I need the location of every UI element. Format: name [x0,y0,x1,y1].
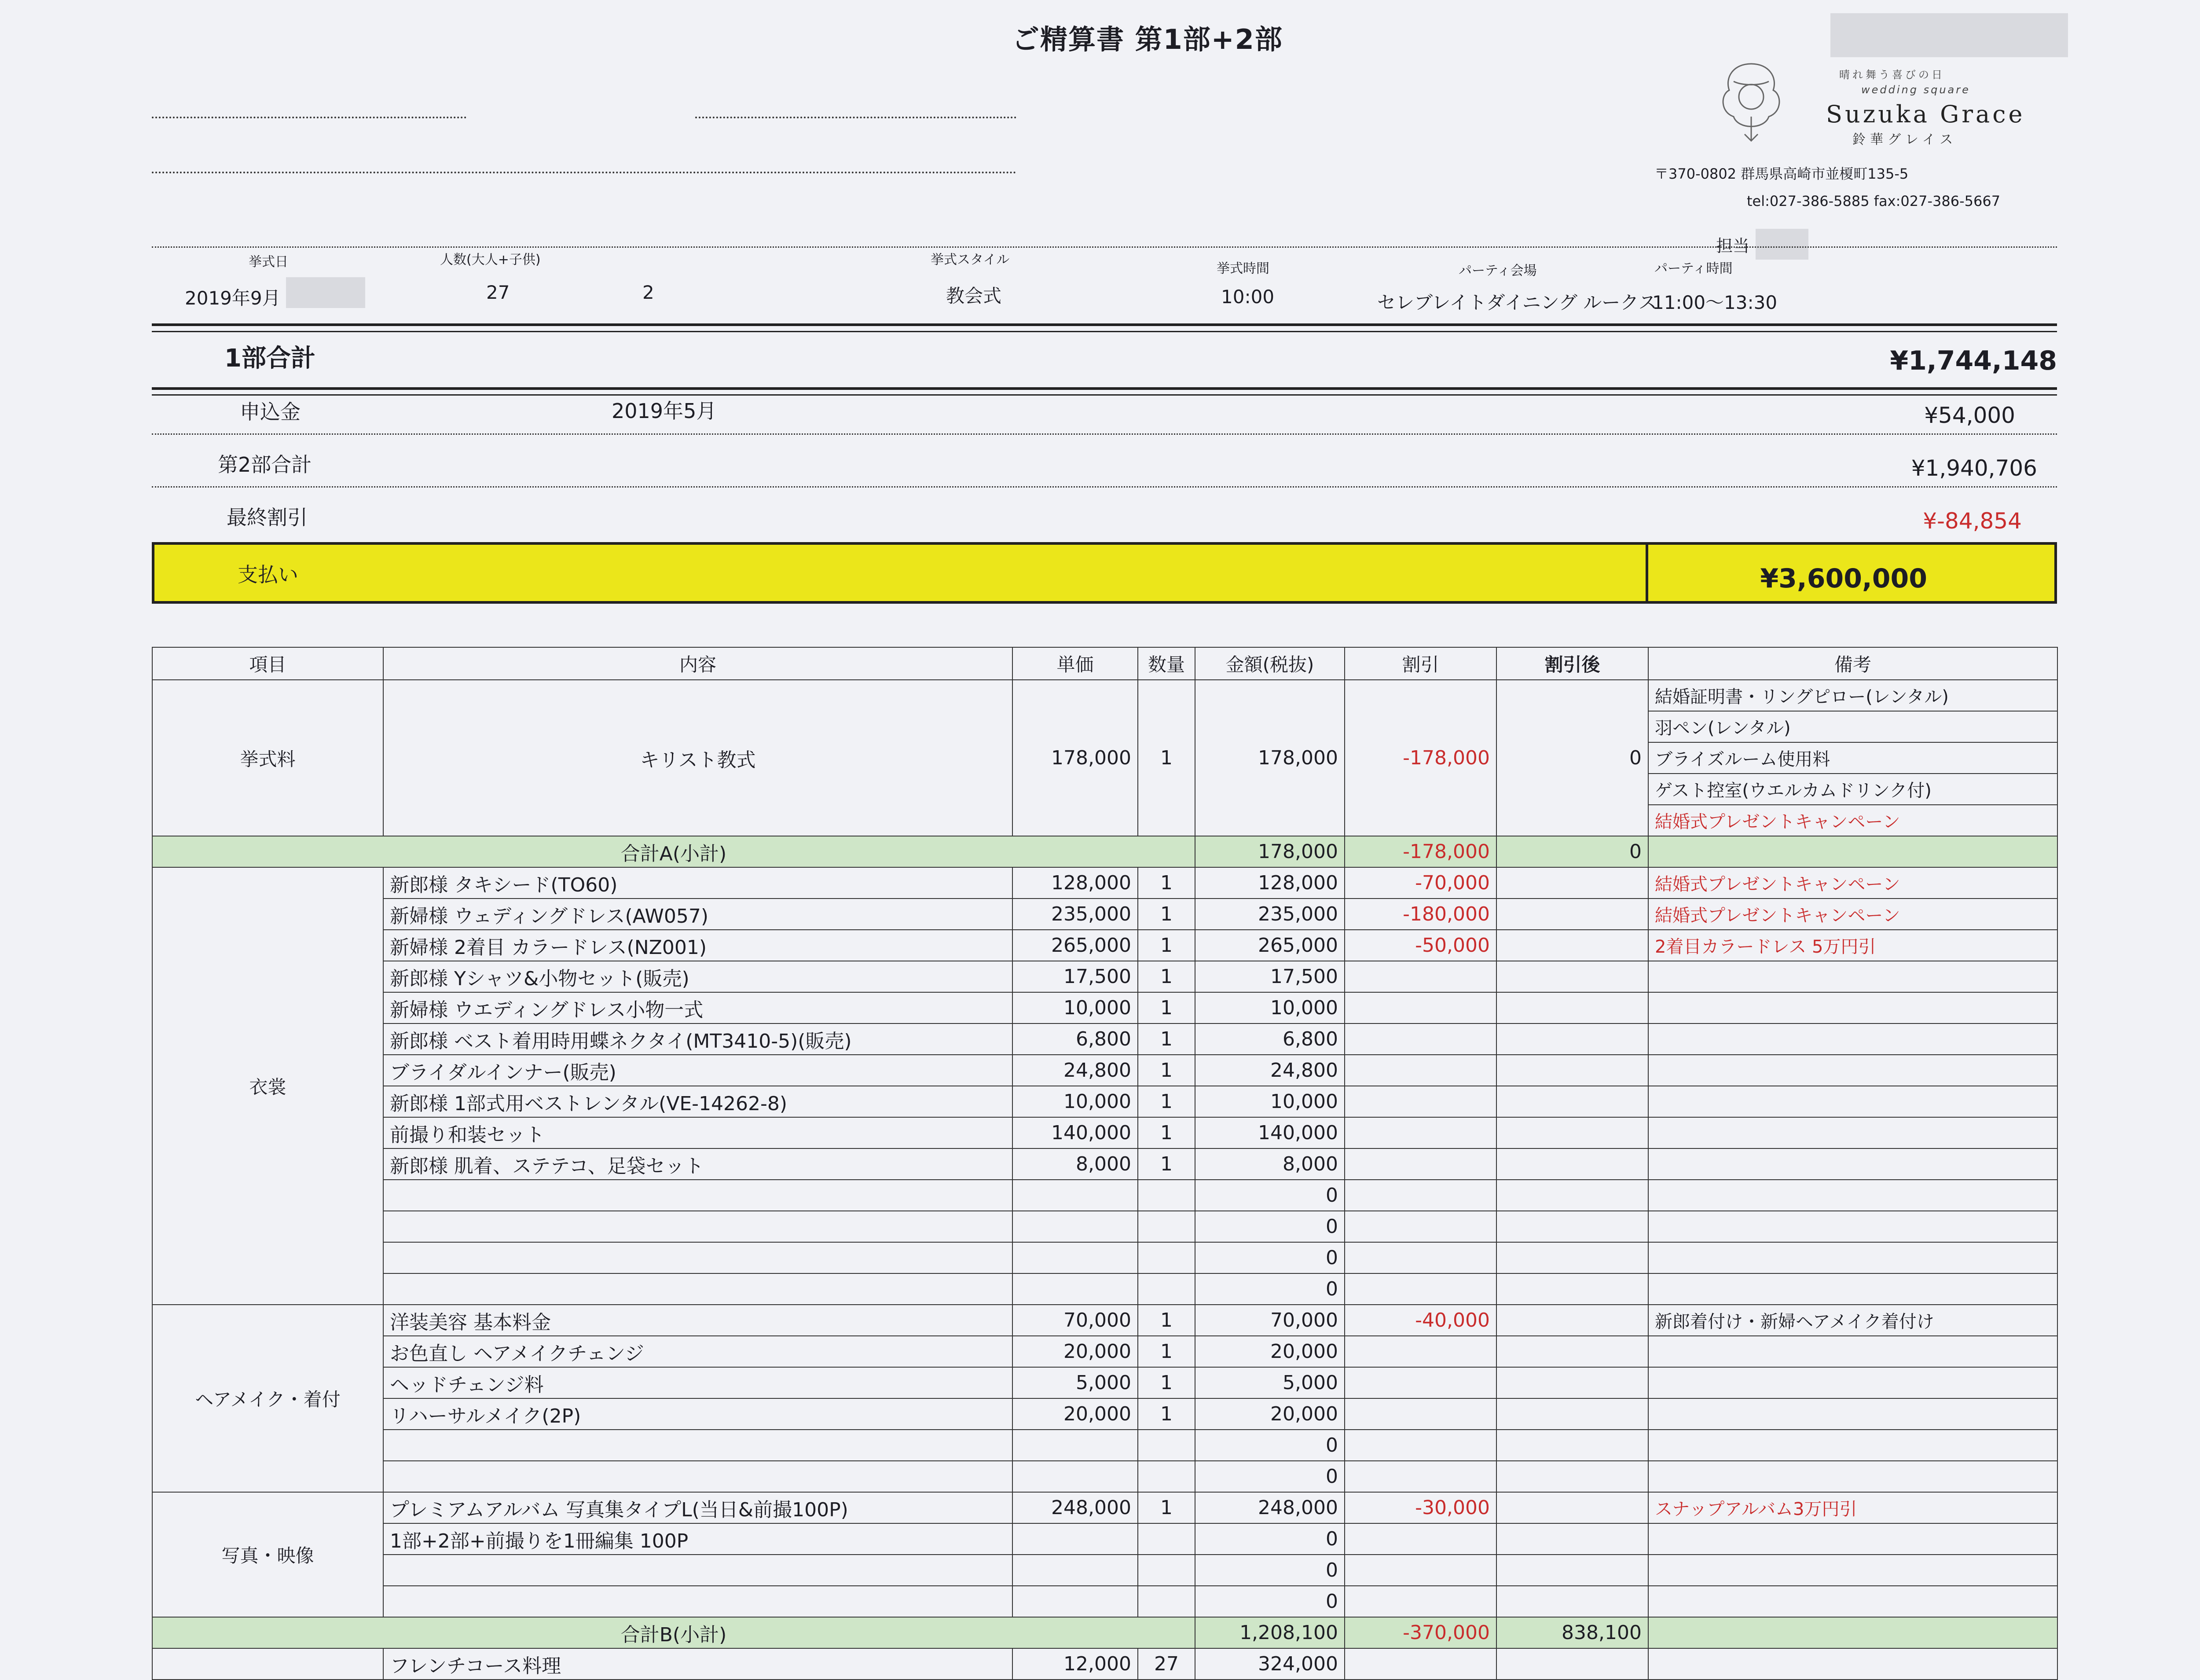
signature-line [695,117,1016,118]
hair-quantity: 1 [1138,1336,1195,1367]
photo-unit-price [1012,1586,1138,1617]
costume-quantity: 1 [1138,867,1195,899]
photo-item: プレミアムアルバム 写真集タイプL(当日&前撮100P) [383,1492,1012,1523]
ceremony-note: 結婚式プレゼントキャンペーン [1648,805,2057,836]
hair-after-discount [1496,1305,1648,1336]
table-row [152,992,2057,1023]
ceremony-date: 2019年9月 [185,287,281,309]
food-discount [1345,1648,1496,1680]
table-row [152,1305,2057,1336]
food-after [1496,1648,1648,1680]
photo-item: 1部+2部+前撮りを1冊編集 100P [383,1523,1012,1555]
time-label: 挙式時間 [1217,261,1269,276]
hair-note [1648,1336,2057,1367]
col-header-amount: 金額(税抜) [1195,647,1345,680]
col-header-quantity: 数量 [1138,647,1195,680]
hair-unit-price: 5,000 [1012,1367,1138,1398]
costume-after-discount [1496,867,1648,899]
costume-discount: -70,000 [1345,867,1496,899]
ceremony-note: 結婚証明書・リングピロー(レンタル) [1648,680,2057,711]
costume-item [383,1273,1012,1305]
costume-note [1648,1211,2057,1242]
costume-amount: 140,000 [1195,1117,1345,1148]
summary-dotted-rule [152,486,2057,488]
costume-note [1648,1023,2057,1055]
photo-after-discount [1496,1555,1648,1586]
hair-note [1648,1461,2057,1492]
costume-item: 新婦様 ウエディングドレス小物一式 [383,992,1012,1023]
subtotal-b-label: 合計B(小計) [152,1617,1195,1648]
costume-discount [1345,1148,1496,1180]
food-amount: 324,000 [1195,1648,1345,1680]
ceremony-note: ブライズルーム使用料 [1648,742,2057,774]
ceremony-item: キリスト教式 [383,680,1012,836]
table-row [152,680,2057,711]
date-label: 挙式日 [249,254,288,270]
photo-unit-price [1012,1523,1138,1555]
staff-label: 担当 [1716,236,1750,256]
costume-item: 新郎様 ベスト着用時用蝶ネクタイ(MT3410-5)(販売) [383,1023,1012,1055]
costume-item: 新郎様 Yシャツ&小物セット(販売) [383,961,1012,992]
photo-unit-price: 248,000 [1012,1492,1138,1523]
brand-name-kana: 鈴華グレイス [1852,132,1958,147]
table-row [152,1117,2057,1148]
costume-note [1648,1055,2057,1086]
costume-amount: 17,500 [1195,961,1345,992]
costume-unit-price: 140,000 [1012,1117,1138,1148]
costume-discount [1345,1180,1496,1211]
costume-note [1648,1117,2057,1148]
costume-after-discount [1496,1055,1648,1086]
subtotal-b-row [152,1617,2057,1648]
subtotal-a-amount: 178,000 [1195,836,1345,867]
costume-discount [1345,1242,1496,1273]
deposit-label: 申込金 [240,400,301,424]
costume-unit-price: 8,000 [1012,1148,1138,1180]
table-row [152,1086,2057,1117]
costume-note [1648,1273,2057,1305]
document-title: ご精算書 第1部+2部 [1012,23,1283,55]
costume-discount [1345,1211,1496,1242]
costume-amount: 24,800 [1195,1055,1345,1086]
food-unit-price: 12,000 [1012,1648,1138,1680]
ceremony-amount: 178,000 [1195,680,1345,836]
photo-quantity [1138,1523,1195,1555]
hair-discount: -40,000 [1345,1305,1496,1336]
costume-item: 前撮り和装セット [383,1117,1012,1148]
costume-note [1648,992,2057,1023]
table-row [152,1648,2057,1680]
hair-unit-price: 20,000 [1012,1336,1138,1367]
hair-item: 洋装美容 基本料金 [383,1305,1012,1336]
costume-unit-price [1012,1211,1138,1242]
costume-after-discount [1496,992,1648,1023]
costume-after-discount [1496,1023,1648,1055]
photo-discount [1345,1555,1496,1586]
costume-item [383,1242,1012,1273]
party-time: 11:00〜13:30 [1652,292,1778,313]
table-row [152,1430,2057,1461]
hair-amount: 20,000 [1195,1398,1345,1430]
table-row [152,1555,2057,1586]
food-note [1648,1648,2057,1680]
subtotal-b-note [1648,1617,2057,1648]
photo-quantity [1138,1555,1195,1586]
photo-discount: -30,000 [1345,1492,1496,1523]
costume-note [1648,1086,2057,1117]
costume-item: 新郎様 1部式用ベストレンタル(VE-14262-8) [383,1086,1012,1117]
hair-discount [1345,1367,1496,1398]
costume-item [383,1180,1012,1211]
costume-item: 新婦様 ウェディングドレス(AW057) [383,899,1012,930]
col-header-unit-price: 単価 [1012,647,1138,680]
table-row [152,1586,2057,1617]
costume-unit-price: 265,000 [1012,930,1138,961]
hair-quantity [1138,1430,1195,1461]
hair-unit-price: 20,000 [1012,1398,1138,1430]
hair-discount [1345,1461,1496,1492]
costume-quantity: 1 [1138,961,1195,992]
costume-item: 新婦様 2着目 カラードレス(NZ001) [383,930,1012,961]
summary-rule-2 [152,394,2057,396]
costume-amount: 265,000 [1195,930,1345,961]
table-row [152,867,2057,899]
table-row [152,1023,2057,1055]
hair-item [383,1461,1012,1492]
table-row [152,1211,2057,1242]
hair-after-discount [1496,1398,1648,1430]
ceremony-after-discount: 0 [1496,680,1648,836]
costume-after-discount [1496,1242,1648,1273]
style-label: 挙式スタイル [931,252,1010,268]
costume-unit-price [1012,1180,1138,1211]
signature-line [152,117,466,118]
costume-unit-price: 6,800 [1012,1023,1138,1055]
table-row [152,1242,2057,1273]
costume-quantity [1138,1211,1195,1242]
summary-dotted-rule [152,433,2057,435]
subtotal-b-discount: -370,000 [1345,1617,1496,1648]
costume-unit-price [1012,1273,1138,1305]
costume-amount: 0 [1195,1180,1345,1211]
category-ceremony: 挙式料 [152,680,383,836]
costume-item: ブライダルインナー(販売) [383,1055,1012,1086]
hair-note: 新郎着付け・新婦ヘアメイク着付け [1648,1305,2057,1336]
hair-amount: 5,000 [1195,1367,1345,1398]
costume-after-discount [1496,1273,1648,1305]
photo-discount [1345,1523,1496,1555]
costume-quantity [1138,1180,1195,1211]
costume-amount: 0 [1195,1211,1345,1242]
summary-rule [152,387,2057,390]
costume-quantity: 1 [1138,1055,1195,1086]
costume-unit-price: 10,000 [1012,992,1138,1023]
table-row [152,1461,2057,1492]
subtotal-a-row [152,836,2057,867]
costume-quantity [1138,1242,1195,1273]
ceremony-note: ゲスト控室(ウエルカムドリンク付) [1648,774,2057,805]
table-row [152,961,2057,992]
subtotal-a-note [1648,836,2057,867]
payment-divider [1646,542,1648,604]
table-row [152,1398,2057,1430]
venue-label: パーティ会場 [1459,263,1537,279]
adults-count: 27 [486,282,510,303]
costume-unit-price: 24,800 [1012,1055,1138,1086]
food-quantity: 27 [1138,1648,1195,1680]
costume-amount: 10,000 [1195,1086,1345,1117]
costume-unit-price [1012,1242,1138,1273]
category-photo: 写真・映像 [152,1492,383,1617]
costume-note [1648,1242,2057,1273]
children-count: 2 [642,282,654,303]
costume-after-discount [1496,930,1648,961]
col-header-content: 内容 [383,647,1012,680]
hair-note [1648,1430,2057,1461]
costume-amount: 0 [1195,1242,1345,1273]
costume-after-discount [1496,1180,1648,1211]
costume-quantity: 1 [1138,1148,1195,1180]
hair-note [1648,1398,2057,1430]
costume-note [1648,961,2057,992]
ceremony-quantity: 1 [1138,680,1195,836]
costume-discount [1345,1117,1496,1148]
costume-after-discount [1496,899,1648,930]
table-row [152,899,2057,930]
costume-amount: 128,000 [1195,867,1345,899]
redacted-staff [1756,229,1808,260]
costume-quantity: 1 [1138,1023,1195,1055]
costume-unit-price: 128,000 [1012,867,1138,899]
hair-discount [1345,1336,1496,1367]
brand-name: Suzuka Grace [1826,100,2025,128]
subtotal-a-after: 0 [1496,836,1648,867]
costume-discount: -50,000 [1345,930,1496,961]
hair-unit-price [1012,1430,1138,1461]
photo-item [383,1555,1012,1586]
redacted-area [1830,13,2068,57]
hair-section [152,1305,2057,1492]
food-item: フレンチコース料理 [383,1648,1012,1680]
payment-value: ¥3,600,000 [1760,563,1927,594]
ceremony-time: 10:00 [1221,286,1275,308]
costume-quantity: 1 [1138,992,1195,1023]
costume-discount [1345,1023,1496,1055]
col-header-item: 項目 [152,647,383,680]
table-row [152,1273,2057,1305]
hair-after-discount [1496,1430,1648,1461]
summary-top-rule [152,323,2057,326]
costume-item: 新郎様 肌着、ステテコ、足袋セット [383,1148,1012,1180]
col-header-notes: 備考 [1648,647,2057,680]
hair-unit-price [1012,1461,1138,1492]
costume-amount: 10,000 [1195,992,1345,1023]
signature-line [152,172,1016,173]
photo-note [1648,1586,2057,1617]
hair-discount [1345,1430,1496,1461]
photo-quantity [1138,1586,1195,1617]
payment-label: 支払い [238,563,298,587]
summary-top-rule-2 [152,331,2057,332]
photo-after-discount [1496,1492,1648,1523]
hair-after-discount [1496,1336,1648,1367]
table-header-row [152,647,2057,680]
costume-section [152,867,2057,1305]
hair-item: リハーサルメイク(2P) [383,1398,1012,1430]
guests-label: 人数(大人+子供) [440,252,541,268]
table-row [152,1492,2057,1523]
hair-amount: 20,000 [1195,1336,1345,1367]
photo-quantity: 1 [1138,1492,1195,1523]
costume-unit-price: 235,000 [1012,899,1138,930]
header-divider [152,246,2057,248]
subtotal-a-label: 合計A(小計) [152,836,1195,867]
brand-tagline: 晴れ舞う喜びの日 [1839,69,1945,81]
part2-total-label: 第2部合計 [218,453,312,477]
part1-total-value: ¥1,744,148 [1890,345,2057,376]
subtotal-a-discount: -178,000 [1345,836,1496,867]
hair-item: ヘッドチェンジ料 [383,1367,1012,1398]
costume-discount [1345,992,1496,1023]
party-venue: セレブレイトダイニング ルークス [1377,292,1657,313]
hair-note [1648,1367,2057,1398]
costume-quantity: 1 [1138,1086,1195,1117]
subtotal-b-after: 838,100 [1496,1617,1648,1648]
table-row [152,1055,2057,1086]
hair-discount [1345,1398,1496,1430]
costume-amount: 8,000 [1195,1148,1345,1180]
costume-note: 結婚式プレゼントキャンペーン [1648,867,2057,899]
costume-discount [1345,961,1496,992]
costume-discount [1345,1273,1496,1305]
table-row [152,930,2057,961]
hair-quantity: 1 [1138,1305,1195,1336]
hair-item [383,1430,1012,1461]
subtotal-b-amount: 1,208,100 [1195,1617,1345,1648]
hair-quantity: 1 [1138,1367,1195,1398]
costume-note: 結婚式プレゼントキャンペーン [1648,899,2057,930]
photo-after-discount [1496,1586,1648,1617]
photo-note [1648,1523,2057,1555]
photo-discount [1345,1586,1496,1617]
costume-item: 新郎様 タキシード(TO60) [383,867,1012,899]
costume-quantity: 1 [1138,899,1195,930]
costume-after-discount [1496,1148,1648,1180]
table-row [152,1336,2057,1367]
category-hair: ヘアメイク・着付 [152,1305,383,1492]
final-discount-label: 最終割引 [227,506,308,529]
food-category [152,1648,383,1680]
col-header-after-discount: 割引後 [1496,647,1648,680]
detail-table [152,647,2058,1680]
final-discount-value: ¥-84,854 [1923,508,2022,534]
table-row [152,1367,2057,1398]
costume-quantity: 1 [1138,1117,1195,1148]
photo-unit-price [1012,1555,1138,1586]
photo-note [1648,1555,2057,1586]
costume-amount: 6,800 [1195,1023,1345,1055]
party-time-label: パーティ時間 [1654,261,1733,276]
hair-amount: 70,000 [1195,1305,1345,1336]
hair-quantity [1138,1461,1195,1492]
photo-amount: 0 [1195,1523,1345,1555]
photo-item [383,1586,1012,1617]
costume-unit-price: 10,000 [1012,1086,1138,1117]
hair-amount: 0 [1195,1430,1345,1461]
costume-unit-price: 17,500 [1012,961,1138,992]
deposit-date: 2019年5月 [612,399,717,423]
col-header-discount: 割引 [1345,647,1496,680]
hair-item: お色直し ヘアメイクチェンジ [383,1336,1012,1367]
company-contact: tel:027-386-5885 fax:027-386-5667 [1747,193,2001,209]
table-row [152,1148,2057,1180]
photo-amount: 0 [1195,1555,1345,1586]
brand-subtitle: wedding square [1861,84,1970,96]
table-row [152,1523,2057,1555]
table-row [152,1180,2057,1211]
hair-unit-price: 70,000 [1012,1305,1138,1336]
part2-total-value: ¥1,940,706 [1911,455,2037,481]
costume-after-discount [1496,1117,1648,1148]
costume-item [383,1211,1012,1242]
costume-discount [1345,1055,1496,1086]
costume-note: 2着目カラードレス 5万円引 [1648,930,2057,961]
costume-discount [1345,1086,1496,1117]
ceremony-discount: -178,000 [1345,680,1496,836]
ceremony-note: 羽ペン(レンタル) [1648,711,2057,742]
costume-amount: 0 [1195,1273,1345,1305]
hair-quantity: 1 [1138,1398,1195,1430]
costume-after-discount [1496,961,1648,992]
deposit-value: ¥54,000 [1924,403,2015,428]
ceremony-unit-price: 178,000 [1012,680,1138,836]
company-address: 〒370-0802 群馬県高崎市並榎町135-5 [1654,165,1909,182]
redacted-date [286,277,365,308]
hair-after-discount [1496,1367,1648,1398]
photo-amount: 0 [1195,1586,1345,1617]
photo-amount: 248,000 [1195,1492,1345,1523]
crest-logo-icon [1707,55,1795,143]
part1-total-label: 1部合計 [224,344,315,373]
category-costume: 衣裳 [152,867,383,1305]
photo-section [152,1492,2057,1617]
ceremony-style: 教会式 [946,285,1002,307]
hair-after-discount [1496,1461,1648,1492]
costume-after-discount [1496,1086,1648,1117]
costume-quantity: 1 [1138,930,1195,961]
costume-amount: 235,000 [1195,899,1345,930]
costume-note [1648,1148,2057,1180]
costume-note [1648,1180,2057,1211]
costume-after-discount [1496,1211,1648,1242]
photo-note: スナップアルバム3万円引 [1648,1492,2057,1523]
photo-after-discount [1496,1523,1648,1555]
costume-quantity [1138,1273,1195,1305]
hair-amount: 0 [1195,1461,1345,1492]
costume-discount: -180,000 [1345,899,1496,930]
